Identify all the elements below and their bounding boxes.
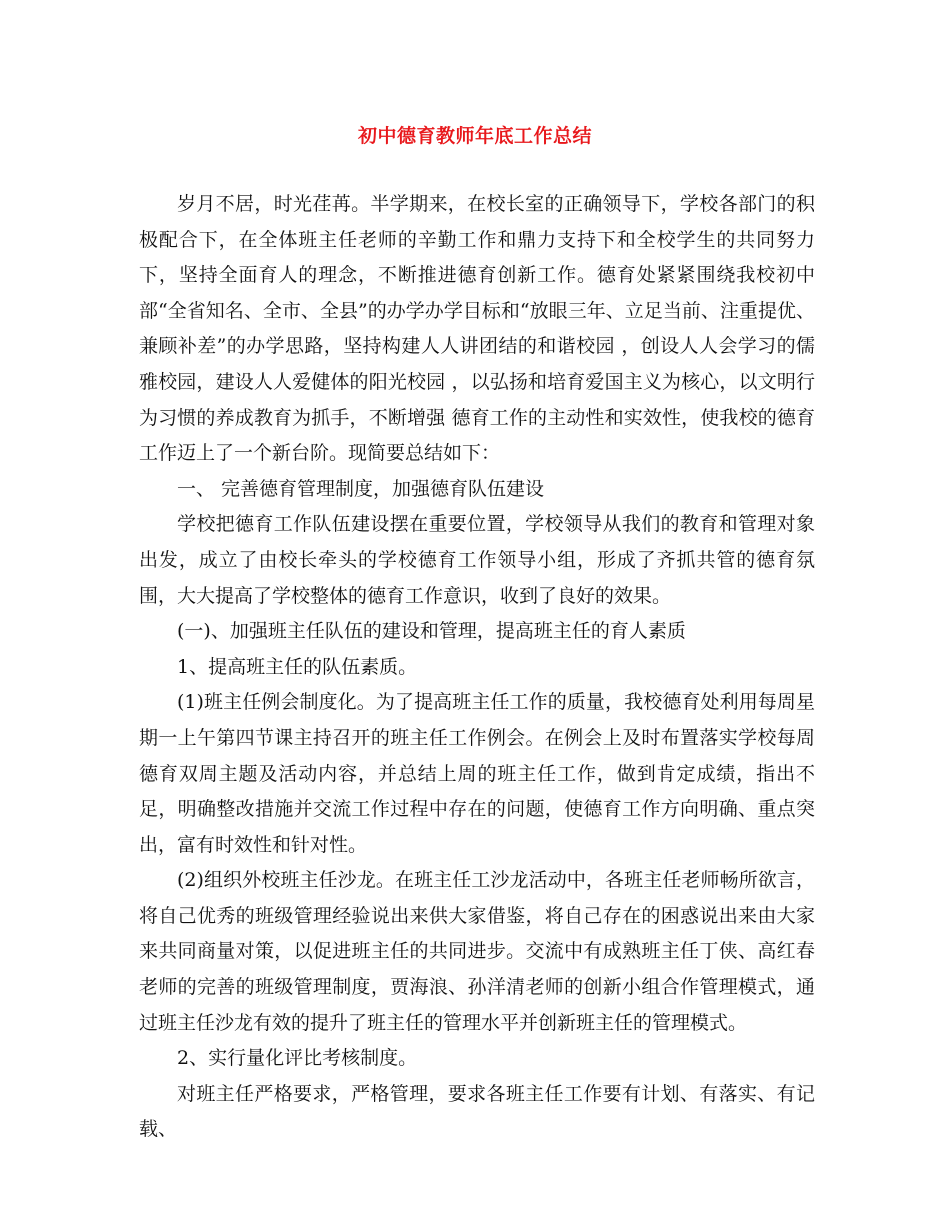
document-body	[139, 187, 815, 1148]
item-heading-1: 1、提高班主任的队伍素质。	[177, 655, 418, 678]
body-paragraph: (1)班主任例会制度化。为了提高班主任工作的质量，我校德育处利用每周星期一上午第四节课主持召开的班主任工作例会。在例会上及时布置落实学校每周德育双周主题及活动内容，并总结上周的班主任工作，做到肯定成绩，指出不足，明确整改措施并交流工作过程中存在的问题，使德育工作方向明确、重点突出，富有时效性和针对性。	[139, 691, 815, 856]
subsection-heading-1: (一)、加强班主任队伍的建设和管理，提高班主任的育人素质	[177, 620, 686, 643]
body-paragraph: 对班主任严格要求，严格管理，要求各班主任工作要有计划、有落实、有记载、	[139, 1082, 815, 1141]
body-paragraph: (2)组织外校班主任沙龙。在班主任工沙龙活动中，各班主任老师畅所欲言，将自己优秀的班级管理经验说出来供大家借鉴，将自己存在的困惑说出来由大家来共同商量对策，以促进班主任的共同进步。交流中有成熟班主任丁侠、高红春老师的完善的班级管理制度，贾海浪、孙洋清老师的创新小组合作管理模式，通过班主任沙龙有效的提升了班主任的管理水平并创新班主任的管理模式。	[139, 869, 815, 1034]
document-title: 初中德育教师年底工作总结	[357, 125, 592, 147]
section-heading-1: 一、 完善德育管理制度，加强德育队伍建设	[177, 477, 545, 500]
item-heading-2: 2、实行量化评比考核制度。	[177, 1047, 418, 1070]
intro-paragraph: 岁月不居，时光荏苒。半学期来，在校长室的正确领导下，学校各部门的积极配合下，在全体班主任老师的辛勤工作和鼎力支持下和全校学生的共同努力下，坚持全面育人的理念，不断推进德育创新工作。德育处紧紧围绕我校初中部“全省知名、全市、全县”的办学办学目标和“放眼三年、立足当前、注重提优、兼顾补差”的办学思路，坚持构建人人讲团结的和谐校园 ，创设人人会学习的儒雅校园，建设人人爱健体的阳光校园 ，以弘扬和培育爱国主义为核心，以文明行为习惯的养成教育为抓手，不断增强 德育工作的主动性和实效性，使我校的德育工作迈上了一个新台阶。现简要总结如下：	[139, 193, 815, 465]
body-paragraph: 学校把德育工作队伍建设摆在重要位置，学校领导从我们的教育和管理对象出发，成立了由校长牵头的学校德育工作领导小组，形成了齐抓共管的德育氛围，大大提高了学校整体的德育工作意识，收到了良好的效果。	[139, 513, 815, 607]
